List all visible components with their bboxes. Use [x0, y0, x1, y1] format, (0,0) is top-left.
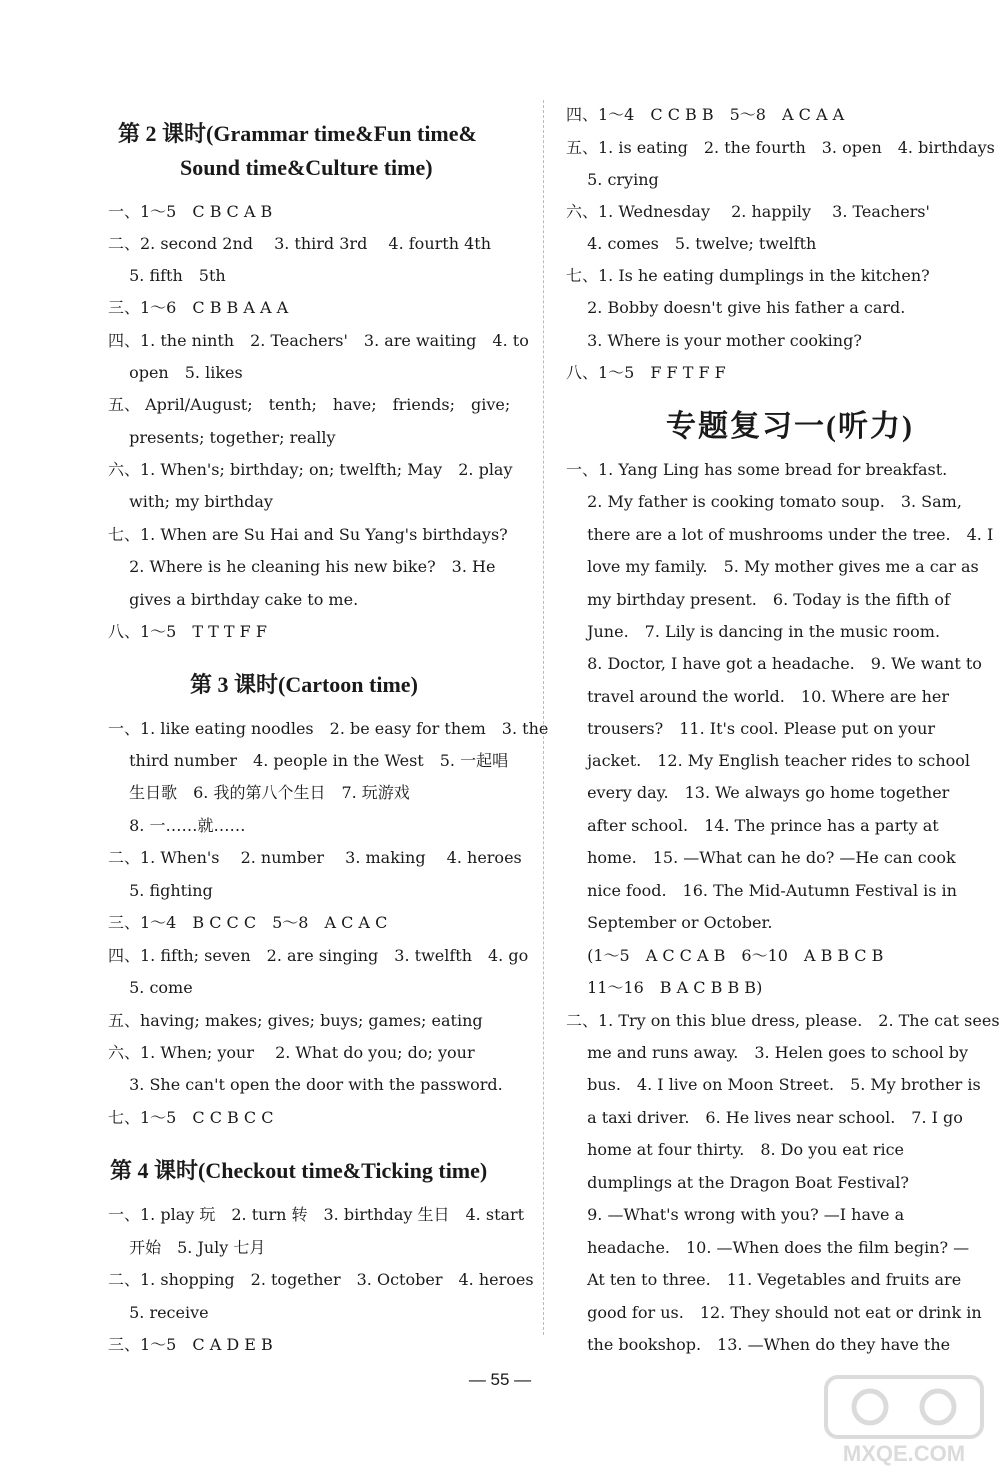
- svg-text:MXQE.COM: MXQE.COM: [842, 1441, 966, 1466]
- answer-line: 八、1～5 F F T F F: [566, 363, 726, 382]
- answer-line: 二、1. Try on this blue dress, please. 2. The cat sees: [566, 1011, 1000, 1030]
- answer-line: 一、1. play 玩 2. turn 转 3. birthday 生日 4. start: [108, 1205, 525, 1224]
- answer-line: jacket. 12. My English teacher rides to school: [566, 751, 971, 770]
- review-heading: 专题复习一(听力): [666, 410, 914, 443]
- answer-line: 2. Bobby doesn't give his father a card.: [566, 298, 906, 317]
- answer-line: 2. My father is cooking tomato soup. 3. Sam,: [566, 492, 962, 511]
- answer-line: 二、2. second 2nd 3. third 3rd 4. fourth 4th: [108, 234, 492, 253]
- answer-line: good for us. 12. They should not eat or drink in: [566, 1303, 982, 1322]
- answer-line: 2. Where is he cleaning his new bike? 3. He: [108, 557, 496, 576]
- answer-line: (1～5 A C C A B 6～10 A B B C B: [566, 946, 884, 965]
- answer-line: 八、1～5 T T T F F: [108, 622, 267, 641]
- answer-line: 三、1～6 C B B A A A: [108, 298, 289, 317]
- answer-line: home at four thirty. 8. Do you eat rice: [566, 1140, 905, 1159]
- answer-line: 三、1～4 B C C C 5～8 A C A C: [108, 913, 388, 932]
- answer-line: 六、1. When's; birthday; on; twelfth; May 2. play: [108, 460, 513, 479]
- answer-line: 五、 April/August; tenth; have; friends; give;: [108, 395, 511, 414]
- answer-line: September or October.: [566, 913, 773, 932]
- answer-line: 8. Doctor, I have got a headache. 9. We want to: [566, 654, 982, 673]
- answer-line: 8. 一……就……: [108, 816, 246, 835]
- answer-line: 四、1～4 C C B B 5～8 A C A A: [566, 105, 845, 124]
- answer-line: 5. receive: [108, 1303, 209, 1322]
- answer-line: 二、1. When's 2. number 3. making 4. heroes: [108, 848, 522, 867]
- answer-line: travel around the world. 10. Where are her: [566, 687, 950, 706]
- answer-line: 生日歌 6. 我的第八个生日 7. 玩游戏: [108, 783, 410, 802]
- answer-line: 5. crying: [566, 170, 659, 189]
- answer-line: 5. fifth 5th: [108, 266, 226, 285]
- answer-line: bus. 4. I live on Moon Street. 5. My brother is: [566, 1075, 981, 1094]
- answer-line: there are a lot of mushrooms under the tree. 4. I: [566, 525, 994, 544]
- answer-line: me and runs away. 3. Helen goes to school by: [566, 1043, 969, 1062]
- answer-line: 四、1. the ninth 2. Teachers' 3. are waiting 4. to: [108, 331, 529, 350]
- lesson3-heading: 第 3 课时(Cartoon time): [190, 672, 418, 697]
- answer-line: the bookshop. 13. —When do they have the: [566, 1335, 951, 1354]
- page-number: — 55 —: [468, 1370, 532, 1389]
- answer-line: headache. 10. —When does the film begin? —: [566, 1238, 970, 1257]
- column-divider: [543, 100, 544, 1335]
- answer-line: At ten to three. 11. Vegetables and fruits are: [566, 1270, 962, 1289]
- lesson4-heading: 第 4 课时(Checkout time&Ticking time): [110, 1158, 488, 1183]
- answer-line: 七、1. Is he eating dumplings in the kitchen?: [566, 266, 930, 285]
- answer-line: 六、1. When; your 2. What do you; do; your: [108, 1043, 475, 1062]
- answer-line: third number 4. people in the West 5. 一起唱: [108, 751, 509, 770]
- answer-line: 一、1～5 C B C A B: [108, 202, 273, 221]
- answer-line: 七、1. When are Su Hai and Su Yang's birthdays?: [108, 525, 508, 544]
- answer-line: 3. She can't open the door with the password.: [108, 1075, 503, 1094]
- answer-line: 三、1～5 C A D E B: [108, 1335, 273, 1354]
- answer-line: 5. fighting: [108, 881, 213, 900]
- answer-line: 六、1. Wednesday 2. happily 3. Teachers': [566, 202, 930, 221]
- answer-line: after school. 14. The prince has a party at: [566, 816, 939, 835]
- answer-line: 5. come: [108, 978, 193, 997]
- answer-line: 七、1～5 C C B C C: [108, 1108, 274, 1127]
- answer-line: 4. comes 5. twelve; twelfth: [566, 234, 817, 253]
- answer-line: nice food. 16. The Mid-Autumn Festival is in: [566, 881, 957, 900]
- answer-line: 11～16 B A C B B B): [566, 978, 763, 997]
- answer-line: 开始 5. July 七月: [108, 1238, 266, 1257]
- answer-line: every day. 13. We always go home together: [566, 783, 950, 802]
- answer-line: dumplings at the Dragon Boat Festival?: [566, 1173, 909, 1192]
- watermark-logo: [818, 1371, 990, 1469]
- answer-line: a taxi driver. 6. He lives near school. 7. I go: [566, 1108, 963, 1127]
- answer-line: open 5. likes: [108, 363, 243, 382]
- answer-line: 一、1. Yang Ling has some bread for breakfast.: [566, 460, 948, 479]
- answer-line: 二、1. shopping 2. together 3. October 4. heroes: [108, 1270, 534, 1289]
- answer-line: my birthday present. 6. Today is the fifth of: [566, 590, 950, 609]
- answer-line: 一、1. like eating noodles 2. be easy for them 3. the: [108, 719, 549, 738]
- answer-line: June. 7. Lily is dancing in the music room.: [566, 622, 941, 641]
- answer-line: 五、1. is eating 2. the fourth 3. open 4. birthdays: [566, 138, 995, 157]
- lesson2-heading-line2: Sound time&Culture time): [180, 155, 433, 180]
- answer-line: with; my birthday: [108, 492, 273, 511]
- answer-line: 五、having; makes; gives; buys; games; eating: [108, 1011, 483, 1030]
- answer-line: 3. Where is your mother cooking?: [566, 331, 862, 350]
- answer-line: love my family. 5. My mother gives me a car as: [566, 557, 979, 576]
- lesson2-heading-line1: 第 2 课时(Grammar time&Fun time&: [118, 121, 477, 146]
- answer-line: trousers? 11. It's cool. Please put on your: [566, 719, 936, 738]
- answer-line: home. 15. —What can he do? —He can cook: [566, 848, 956, 867]
- answer-line: presents; together; really: [108, 428, 336, 447]
- answer-line: 四、1. fifth; seven 2. are singing 3. twelfth 4. go: [108, 946, 529, 965]
- answer-line: 9. —What's wrong with you? —I have a: [566, 1205, 905, 1224]
- answer-line: gives a birthday cake to me.: [108, 590, 359, 609]
